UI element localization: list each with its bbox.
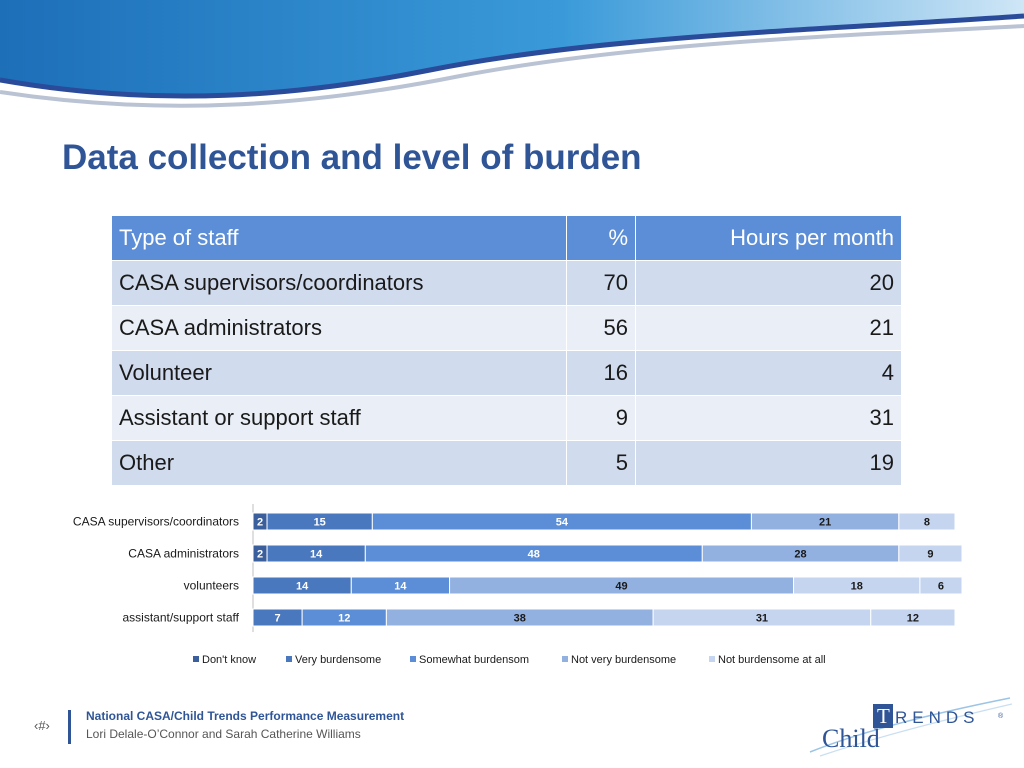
table-row [112, 441, 902, 486]
category-label: CASA supervisors/coordinators [72, 514, 239, 529]
table-row [112, 396, 902, 441]
staff-burden-table [111, 215, 902, 486]
footer-authors: Lori Delale-O’Connor and Sarah Catherine Williams [86, 727, 361, 741]
col-header-hours: Hours per month [636, 216, 902, 261]
footer-divider [68, 710, 71, 744]
cell-type: Assistant or support staff [112, 396, 567, 441]
data-label: 48 [527, 548, 540, 561]
legend-label: Very burdensome [295, 654, 382, 666]
cell-type: CASA supervisors/coordinators [112, 261, 567, 306]
data-label: 49 [615, 580, 628, 593]
cell-hours: 31 [636, 396, 902, 441]
cell-percent: 16 [567, 351, 636, 396]
cell-type: CASA administrators [112, 306, 567, 351]
cell-type: Other [112, 441, 567, 486]
data-label: 38 [513, 612, 526, 625]
cell-type: Volunteer [112, 351, 567, 396]
legend-swatch [410, 656, 416, 662]
data-label: 8 [923, 516, 930, 529]
col-header-percent: % [567, 216, 636, 261]
page-number: ‹#› [34, 718, 50, 733]
child-trends-logo [800, 690, 1015, 760]
data-label: 2 [256, 548, 264, 561]
col-header-type: Type of staff [112, 216, 567, 261]
data-label: 28 [794, 548, 807, 561]
data-label: 31 [755, 612, 769, 625]
data-label: 14 [310, 548, 323, 561]
legend-swatch [562, 656, 568, 662]
data-label: 12 [338, 612, 351, 625]
data-label: 12 [906, 612, 920, 625]
slide-title: Data collection and level of burden [62, 138, 642, 177]
cell-percent: 5 [567, 441, 636, 486]
data-label: 6 [937, 580, 945, 593]
table-row [112, 306, 902, 351]
category-label: volunteers [183, 578, 239, 593]
data-label: 2 [256, 516, 264, 529]
footer-org-name: National CASA/Child Trends Performance Measurement [86, 709, 405, 723]
header-banner [0, 0, 1024, 130]
table-row [112, 261, 902, 306]
data-label: 9 [927, 548, 934, 561]
data-label: 14 [394, 580, 407, 593]
legend-label: Not burdensome at all [718, 654, 826, 666]
logo-trends-text: RENDS [895, 708, 980, 727]
logo-t-letter: T [877, 704, 890, 728]
category-label: CASA administrators [128, 546, 239, 561]
legend-label: Don't know [202, 654, 257, 666]
table-row [112, 351, 902, 396]
category-label: assistant/support staff [122, 610, 239, 625]
cell-percent: 9 [567, 396, 636, 441]
cell-hours: 4 [636, 351, 902, 396]
cell-percent: 70 [567, 261, 636, 306]
data-label: 15 [313, 516, 326, 529]
legend-swatch [193, 656, 199, 662]
legend-label: Not very burdensome [571, 654, 677, 666]
burden-stacked-bar-chart [0, 500, 1024, 680]
data-label: 21 [819, 516, 832, 529]
table-header-row [112, 216, 902, 261]
cell-hours: 19 [636, 441, 902, 486]
data-label: 18 [850, 580, 863, 593]
legend-swatch [286, 656, 292, 662]
legend-swatch [709, 656, 715, 662]
data-label: 14 [296, 580, 309, 593]
logo-registered-mark: ® [998, 713, 1004, 720]
logo-child-text: Child [822, 724, 880, 753]
cell-percent: 56 [567, 306, 636, 351]
cell-hours: 21 [636, 306, 902, 351]
legend-label: Somewhat burdensom [419, 654, 530, 666]
data-label: 7 [274, 612, 281, 625]
data-label: 54 [555, 516, 569, 529]
cell-hours: 20 [636, 261, 902, 306]
